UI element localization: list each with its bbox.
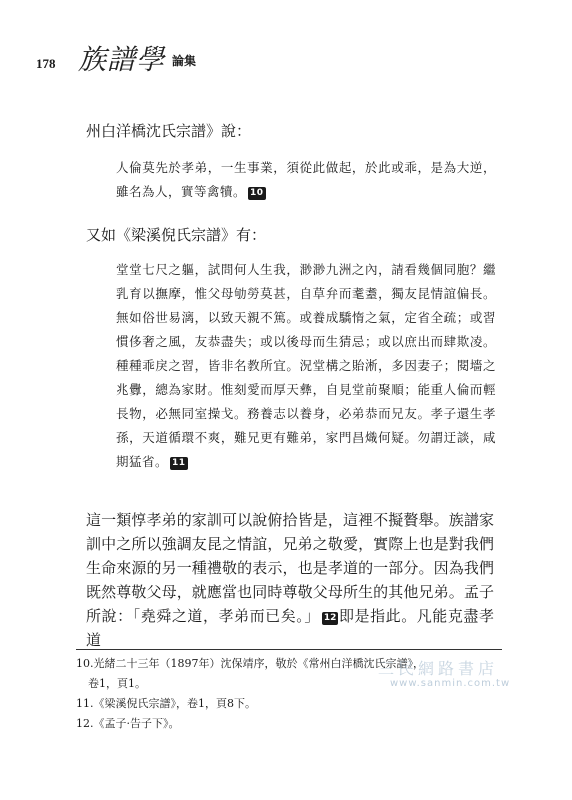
footnote-12: 12.《孟子·告子下》。 [76, 717, 180, 730]
footnote-10-continued: 卷1，頁1。 [88, 677, 146, 690]
footnote-marker-11[interactable]: 11 [172, 458, 186, 468]
footnote-rule [76, 649, 502, 650]
watermark-text: 三民網路書店 [378, 659, 499, 678]
paragraph-text-1: 這一類惇孝弟的家訓可以說俯拾皆是，這裡不擬贅舉。族譜家訓中之所以強調友昆之情誼，兄弟之敬愛，實際上也是對我們生命來源的另一種禮敬的表示，也是孝道的一部分。因為我們既然尊敬父母，就應當也同時尊敬父母所生的其他兄弟。孟子所說：「堯舜之道，孝弟而已矣。」 [86, 511, 494, 625]
footnote-marker-12[interactable]: 12 [323, 613, 337, 623]
book-subtitle: 論集 [172, 54, 197, 68]
main-paragraph [86, 508, 494, 652]
book-title: 族譜學 [78, 43, 166, 76]
intro-line-2: 又如《梁溪倪氏宗譜》有： [86, 226, 267, 244]
paragraph-text-2: 即是指此。凡能克盡孝道 [86, 607, 494, 649]
page-number: 178 [36, 56, 56, 71]
quote-1-text: 人倫莫先於孝弟，一生事業，須從此做起，於此或乖，是為大逆，雖名為人，實等禽犢。 [116, 160, 496, 199]
quote-block-2 [116, 258, 496, 474]
footnote-10: 10.光緒二十三年（1897年）沈保靖序，敬於《常州白洋橋沈氏宗譜》， [76, 657, 424, 670]
footnote-11: 11.《梁溪倪氏宗譜》，卷1，頁8下。 [76, 697, 256, 710]
quote-block-1 [116, 156, 496, 204]
watermark-url: www.sanmin.com.tw [390, 678, 511, 689]
footnote-marker-10[interactable]: 10 [250, 188, 264, 198]
intro-line-1: 州白洋橋沈氏宗譜》說： [86, 122, 252, 140]
quote-2-text: 堂堂七尺之軀，試問何人生我，渺渺九洲之內，請看幾個同胞？繼乳育以撫摩，惟父母劬勞莫甚，自草弁而耄耋，獨友昆情誼偏長。無如俗世易漓，以致天親不篤。或養成驕惰之氣，定省全疏；或習慣侈奢之風，友恭盡失；或以後母而生猜忌；或以庶出而肆欺凌。種種乖戾之習，皆非名教所宜。況堂構之貽淅，多因妻子；閱墻之兆釁，總為家財。惟刻愛而厚天彝，自見堂前聚順；能重人倫而輕長物，必無同室操戈。務養志以養身，必弟恭而兄友。孝子還生孝孫，天道循環不爽，難兄更有難弟，家門昌熾何疑。勿謂迂談，咸期猛省。 [116, 262, 496, 469]
